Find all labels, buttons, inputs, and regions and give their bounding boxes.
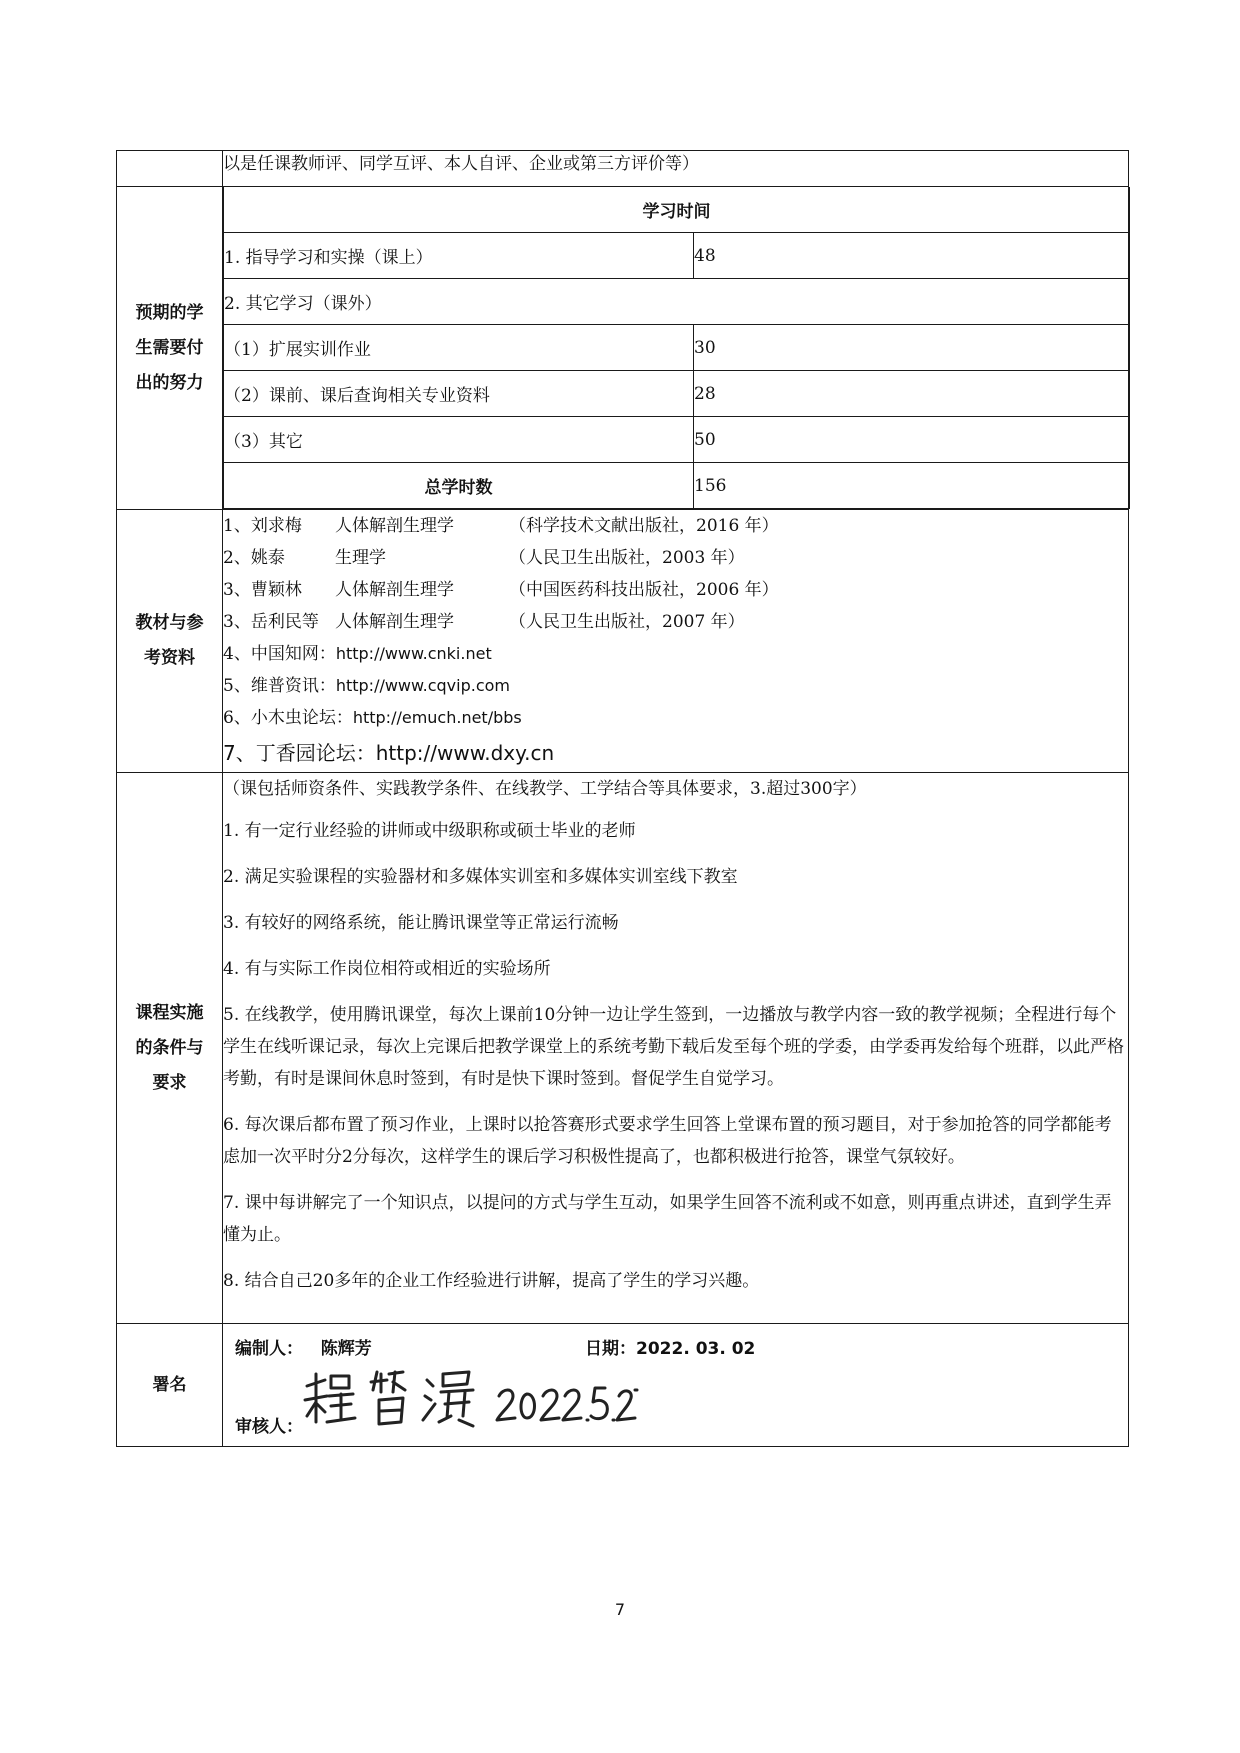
evaluation-row bbox=[117, 151, 1129, 187]
handwritten-signature bbox=[299, 1360, 639, 1440]
date-value: 2022. 03. 02 bbox=[636, 1339, 756, 1359]
list-item: 7. 课中每讲解完了一个知识点，以提问的方式与学生互动，如果学生回答不流利或不如意，则再重点讲述，直到学生弄懂为止。 bbox=[223, 1193, 1112, 1245]
table-row: （1）扩展实训作业 30 bbox=[224, 325, 1130, 371]
list-item: 5. 在线教学，使用腾讯课堂，每次上课前10分钟一边让学生签到，一边播放与教学内容一致的教学视频；全程进行每个学生在线听课记录，每次上完课后把教学课堂上的系统考勤下载后发至每个班的学委，由学委再发给每个班群，以此严格考勤，有时是课间休息时签到，有时是快下课时签到。督促学生自觉学习。 bbox=[223, 1005, 1124, 1089]
table-row: （3）其它 50 bbox=[224, 417, 1130, 463]
signature-content bbox=[223, 1324, 1129, 1447]
author-line: 编制人： 陈辉芳 bbox=[235, 1339, 372, 1359]
table-row: （2）课前、课后查询相关专业资料 28 bbox=[224, 371, 1130, 417]
list-item: 3、岳利民等 人体解剖生理学 （人民卫生出版社，2007 年） bbox=[223, 612, 745, 632]
materials-list bbox=[223, 510, 1129, 773]
list-item: 1. 有一定行业经验的讲师或中级职称或硕士毕业的老师 bbox=[223, 821, 636, 841]
list-item: 1、刘求梅 人体解剖生理学 （科学技术文献出版社，2016 年） bbox=[223, 516, 779, 536]
signature-label: 署名 bbox=[117, 1324, 223, 1447]
conditions-content bbox=[223, 773, 1129, 1324]
materials-row bbox=[117, 510, 1129, 773]
effort-row bbox=[117, 187, 1129, 510]
list-item: 6、小木虫论坛：http://emuch.net/bbs bbox=[223, 702, 1128, 734]
link-url: http://www.cnki.net bbox=[335, 644, 492, 663]
list-item: 3. 有较好的网络系统，能让腾讯课堂等正常运行流畅 bbox=[223, 913, 619, 933]
total-value: 156 bbox=[694, 463, 1130, 509]
total-label: 总学时数 bbox=[224, 463, 694, 509]
effort-content bbox=[223, 187, 1129, 510]
signature-row bbox=[117, 1324, 1129, 1447]
list-item: 8. 结合自己20多年的企业工作经验进行讲解，提高了学生的学习兴趣。 bbox=[223, 1271, 760, 1291]
materials-label: 教材与参 考资料 bbox=[117, 510, 223, 773]
effort-label: 预期的学 生需要付 出的努力 bbox=[117, 187, 223, 510]
course-table bbox=[116, 150, 1129, 1447]
table-row: 2. 其它学习（课外） bbox=[224, 279, 1130, 325]
list-item: 2. 满足实验课程的实验器材和多媒体实训室和多媒体实训室线下教室 bbox=[223, 867, 738, 887]
study-time-header: 学习时间 bbox=[224, 187, 1130, 233]
list-item: 2、姚泰 生理学 （人民卫生出版社，2003 年） bbox=[223, 548, 745, 568]
conditions-label: 课程实施 的条件与 要求 bbox=[117, 773, 223, 1324]
conditions-intro: （课包括师资条件、实践教学条件、在线教学、工学结合等具体要求，3.超过300字） bbox=[223, 779, 867, 799]
page-number: 7 bbox=[614, 1600, 626, 1619]
study-time-table bbox=[223, 187, 1130, 509]
link-url: http://www.cqvip.com bbox=[335, 676, 510, 695]
list-item: 7、丁香园论坛：http://www.dxy.cn bbox=[223, 741, 555, 765]
evaluation-label-cell bbox=[117, 151, 223, 187]
conditions-row bbox=[117, 773, 1129, 1324]
total-row bbox=[224, 463, 1130, 509]
reviewer-label: 审核人： bbox=[235, 1417, 303, 1437]
link-url: http://emuch.net/bbs bbox=[352, 708, 522, 727]
date-line: 日期：2022. 03. 02 bbox=[585, 1339, 756, 1359]
table-row: 1. 指导学习和实操（课上） 48 bbox=[224, 233, 1130, 279]
list-item: 3、曹颖林 人体解剖生理学 （中国医药科技出版社，2006 年） bbox=[223, 580, 779, 600]
list-item: 4、中国知网：http://www.cnki.net bbox=[223, 638, 1128, 670]
author-name: 陈辉芳 bbox=[320, 1339, 372, 1359]
list-item: 5、维普资讯：http://www.cqvip.com bbox=[223, 670, 1128, 702]
list-item: 6. 每次课后都布置了预习作业，上课时以抢答赛形式要求学生回答上堂课布置的预习题目，对于参加抢答的同学都能考虑加一次平时分2分每次，这样学生的课后学习积极性提高了，也都积极进行抢答，课堂气氛较好。 bbox=[223, 1115, 1112, 1167]
evaluation-text: 以是任课教师评、同学互评、本人自评、企业或第三方评价等） bbox=[223, 151, 1129, 187]
list-item: 4. 有与实际工作岗位相符或相近的实验场所 bbox=[223, 959, 551, 979]
